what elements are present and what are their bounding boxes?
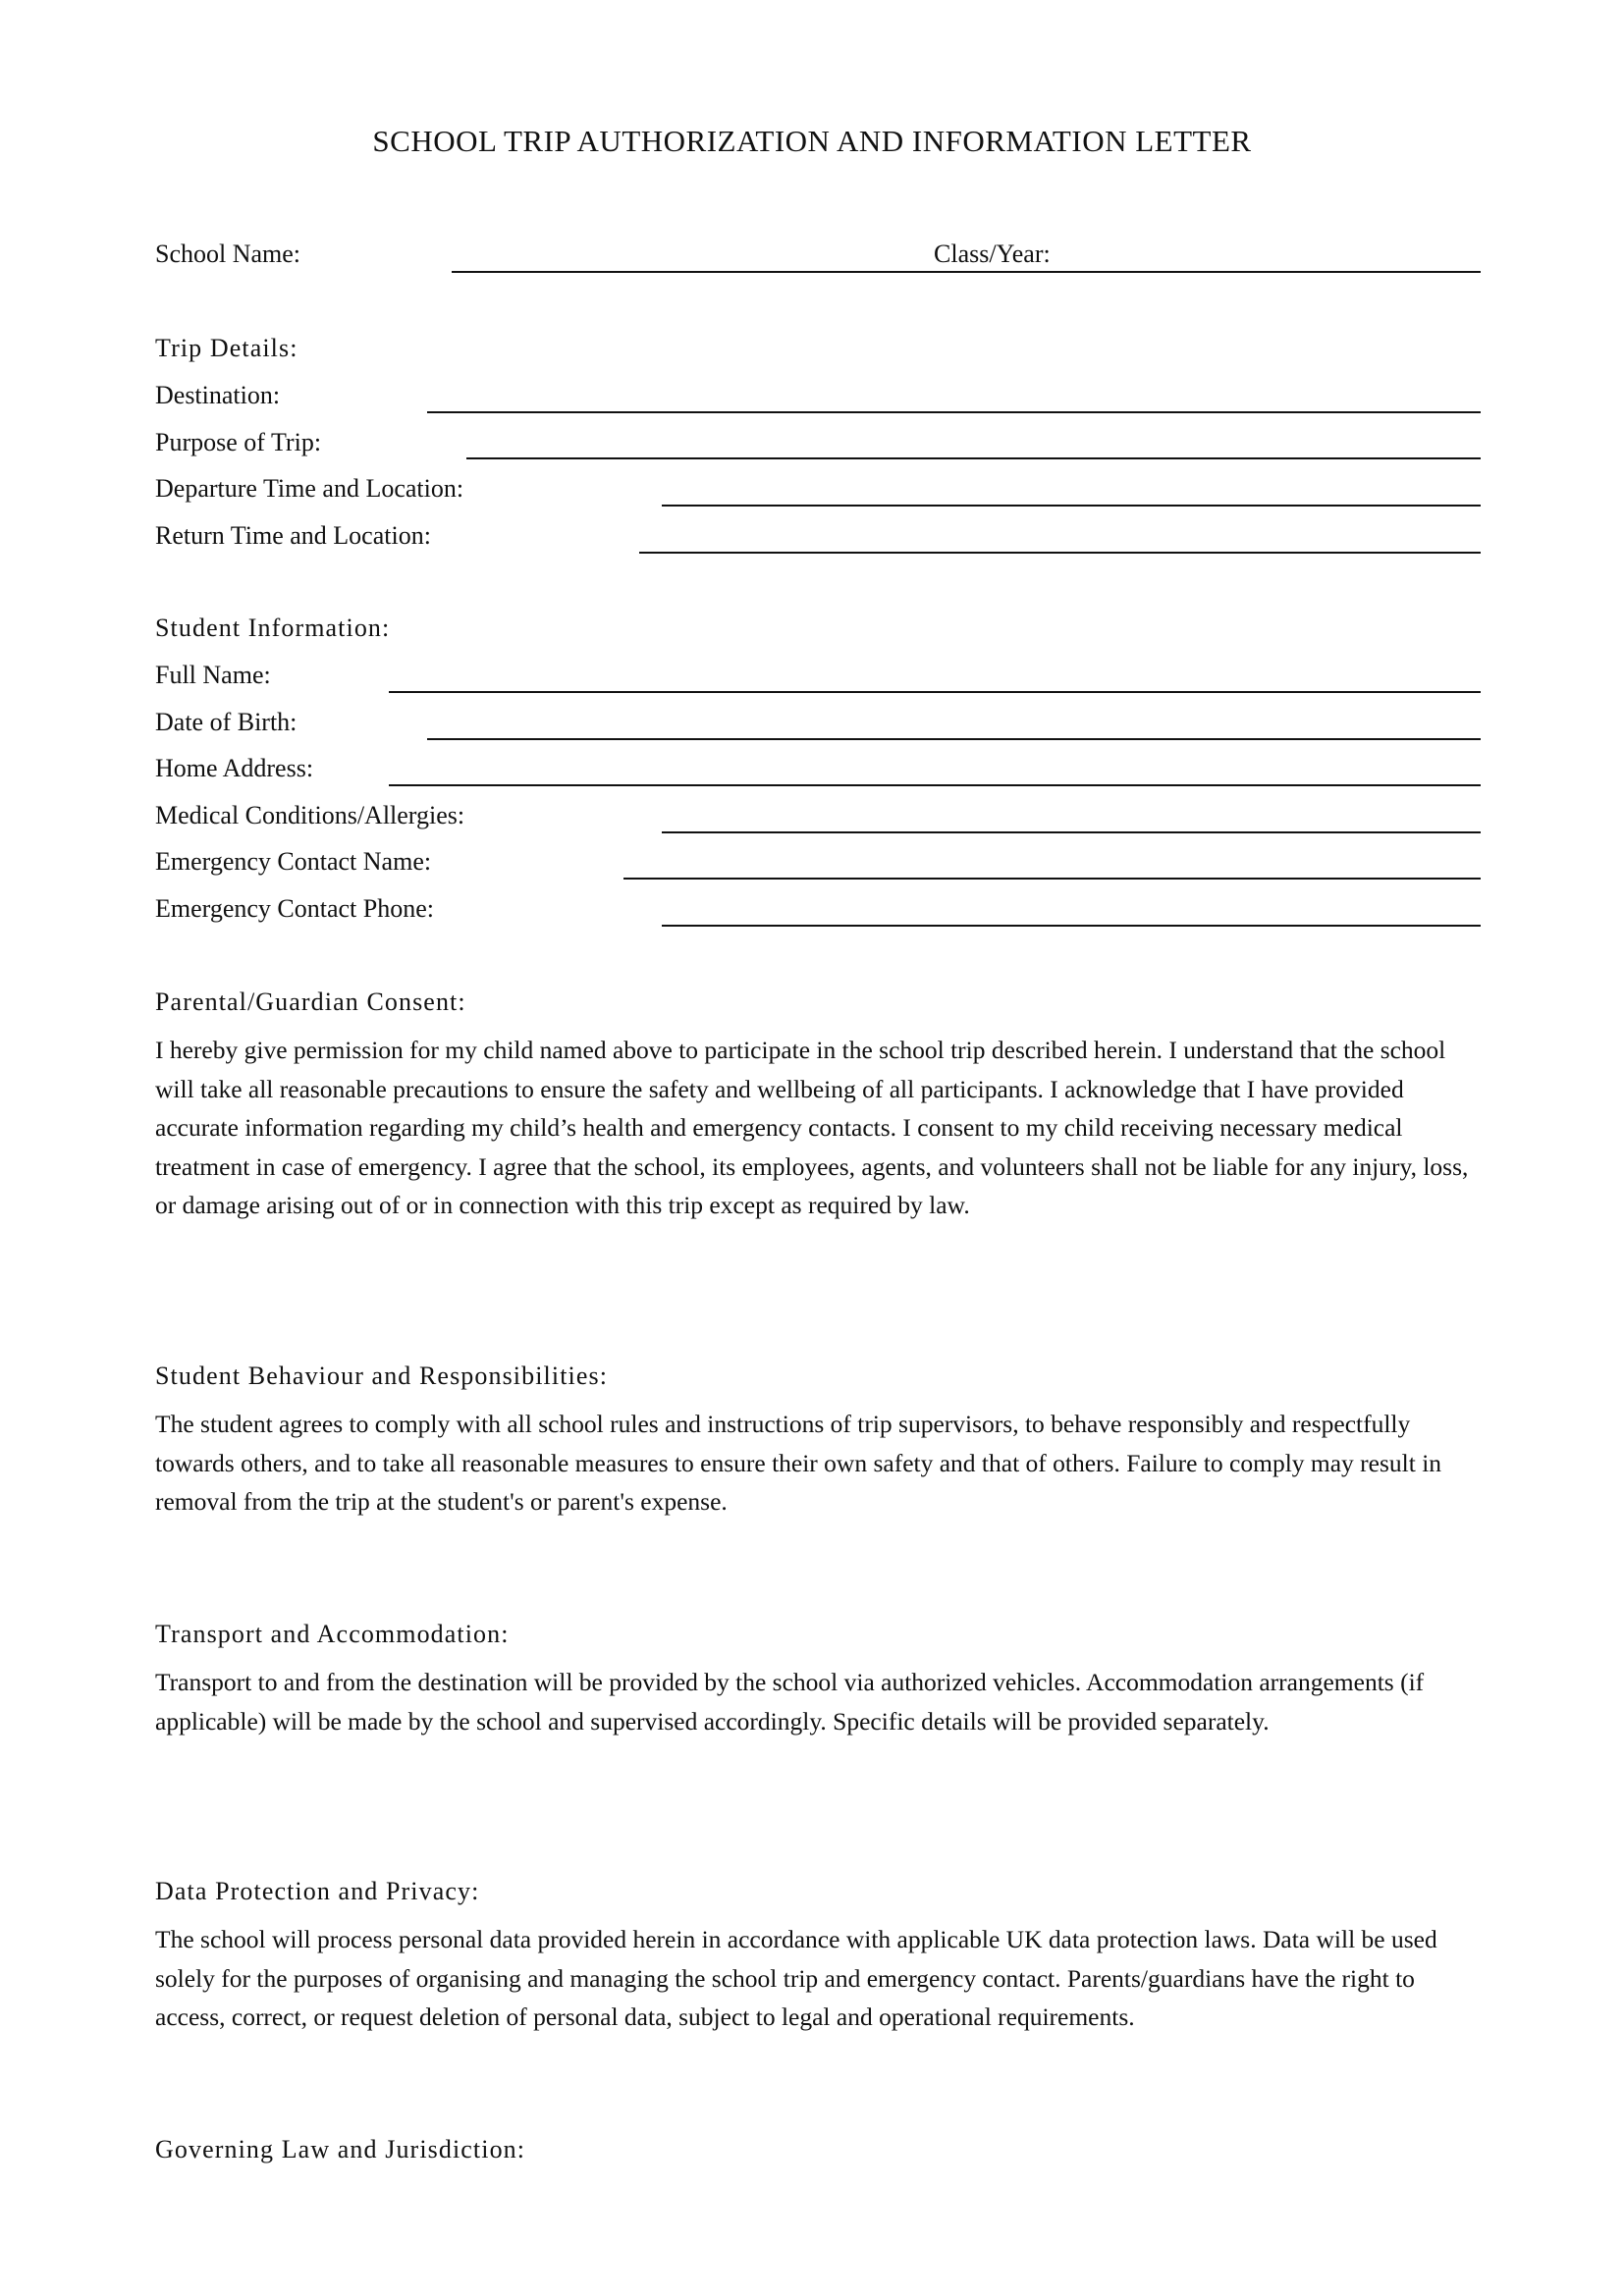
emergency-contact-name-field-line[interactable] — [623, 878, 1481, 880]
transport-paragraph: Transport to and from the destination will be provided by the school via authorized vehicles. Accommodation arrangements (if applicable) will be made by the school and supervised accordingly. Specific details will be provided separately. — [155, 1668, 1425, 1735]
full-name-label: Full Name: — [155, 661, 271, 689]
date-of-birth-field-line[interactable] — [427, 738, 1481, 740]
trip-details-heading: Trip Details: — [155, 334, 298, 362]
student-information-heading: Student Information: — [155, 614, 391, 642]
departure-label: Departure Time and Location: — [155, 474, 464, 503]
medical-field-line[interactable] — [662, 831, 1481, 833]
data-protection-heading: Data Protection and Privacy: — [155, 1877, 480, 1905]
school-name-label: School Name: — [155, 240, 301, 268]
return-label: Return Time and Location: — [155, 521, 431, 550]
consent-paragraph: I hereby give permission for my child named above to participate in the school trip described herein. I understand that the school will take all reasonable precautions to ensure the safety and wellbeing of all participants. I acknowledge that I have provided accurate information regarding my child’s health and emergency contacts. I consent to my child receiving necessary medical treatment in case of emergency. I agree that the school, its employees, agents, and volunteers shall not be liable for any injury, loss, or damage arising out of or in connection with this trip except as required by law. — [155, 1036, 1469, 1219]
home-address-field-line[interactable] — [389, 784, 1481, 786]
emergency-contact-name-label: Emergency Contact Name: — [155, 847, 432, 876]
home-address-label: Home Address: — [155, 754, 314, 782]
emergency-contact-phone-label: Emergency Contact Phone: — [155, 894, 435, 923]
medical-label: Medical Conditions/Allergies: — [155, 801, 465, 829]
purpose-label: Purpose of Trip: — [155, 428, 322, 456]
school-name-field-line[interactable] — [452, 271, 1481, 273]
date-of-birth-label: Date of Birth: — [155, 708, 298, 736]
transport-heading: Transport and Accommodation: — [155, 1620, 510, 1648]
data-protection-paragraph: The school will process personal data provided herein in accordance with applicable UK data protection laws. Data will be used solely for the purposes of organising and managing the school trip and emergency contact. Parents/guardians have the right to access, correct, or request deletion of personal data, subject to legal and operational requirements. — [155, 1925, 1437, 2031]
return-field-line[interactable] — [639, 552, 1481, 554]
departure-field-line[interactable] — [662, 505, 1481, 507]
class-year-label: Class/Year: — [934, 240, 1051, 268]
purpose-field-line[interactable] — [466, 457, 1481, 459]
emergency-contact-phone-field-line[interactable] — [662, 925, 1481, 927]
destination-field-line[interactable] — [427, 411, 1481, 413]
full-name-field-line[interactable] — [389, 691, 1481, 693]
destination-label: Destination: — [155, 381, 281, 409]
behaviour-paragraph: The student agrees to comply with all school rules and instructions of trip supervisors, to behave responsibly and respectfully towards others, and to take all reasonable measures to ensure their own safety and that of others. Failure to comply may result in removal from the trip at the student's or parent's expense. — [155, 1410, 1442, 1516]
consent-heading: Parental/Guardian Consent: — [155, 988, 466, 1016]
governing-law-heading: Governing Law and Jurisdiction: — [155, 2135, 526, 2163]
behaviour-heading: Student Behaviour and Responsibilities: — [155, 1362, 609, 1390]
document-title: SCHOOL TRIP AUTHORIZATION AND INFORMATION LETTER — [372, 124, 1252, 158]
